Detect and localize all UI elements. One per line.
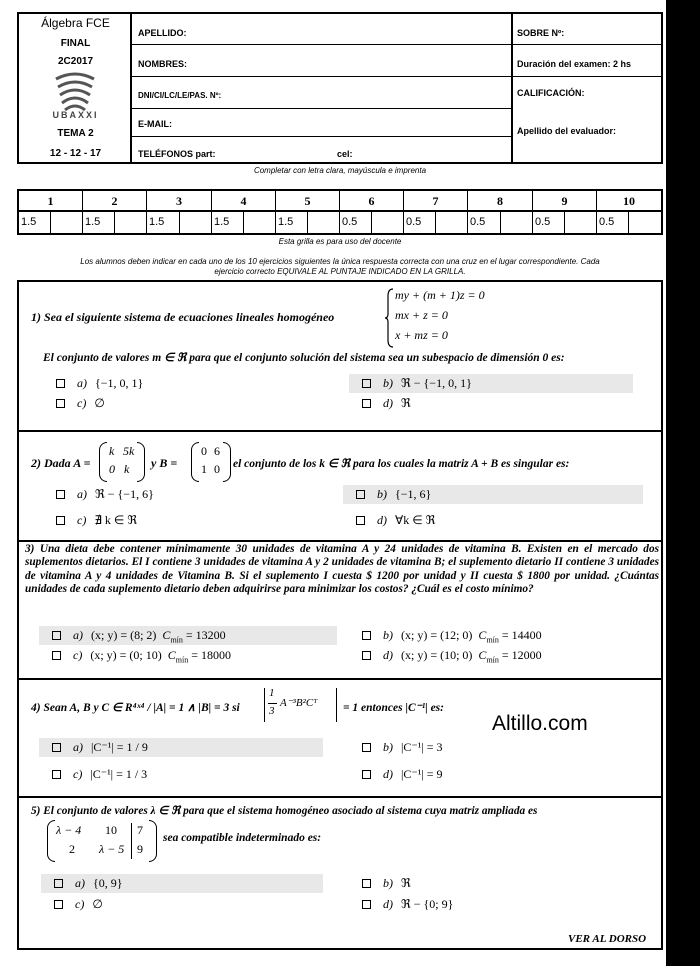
grid-score-cell[interactable] (565, 212, 597, 233)
divider (19, 796, 661, 798)
exam-duration: Duración del examen: 2 hs (513, 45, 663, 77)
header-admin-block (511, 14, 661, 162)
exam-type: FINAL (60, 38, 91, 49)
grid-score-cell[interactable] (51, 212, 83, 233)
questions-frame (17, 280, 663, 950)
field-telefonos[interactable] (132, 137, 511, 162)
grid-points-cell: 0.5 (533, 212, 565, 233)
checkbox[interactable] (362, 631, 371, 640)
checkbox[interactable] (362, 879, 371, 888)
grid-header-cell: 4 (212, 191, 276, 212)
grid-points-cell: 1.5 (147, 212, 180, 233)
q5-option-a[interactable]: a) {0, 9} (41, 874, 323, 893)
checkbox[interactable] (52, 770, 61, 779)
checkbox[interactable] (362, 900, 371, 909)
black-edge-bar (666, 0, 700, 966)
grid-header-cell: 3 (147, 191, 212, 212)
q1-system (385, 288, 565, 348)
calificacion-label: CALIFICACIÓN: (517, 88, 585, 98)
cel-label: cel: (337, 149, 353, 159)
grid-header-cell: 8 (468, 191, 533, 212)
q4-stem: 4) Sean A, B y C ∈ R⁴ˣ⁴ / |A| = 1 ∧ |B| = 3 si (31, 702, 240, 714)
grid-score-cell[interactable] (372, 212, 404, 233)
checkbox[interactable] (52, 743, 61, 752)
q3-option-d[interactable]: d) (x; y) = (10; 0) $C_{mín} = 12000$ (349, 646, 639, 665)
q2-option-a[interactable]: a) ℜ − {−1, 6} (43, 485, 313, 504)
q4-determinant-expression: 1 3 A⁻³B²Cᵀ (264, 686, 344, 724)
q2-matrix-a: k 5k 0 k (99, 442, 145, 482)
checkbox[interactable] (52, 651, 61, 660)
exam-period: 2C2017 (57, 56, 94, 67)
q1-option-b[interactable]: b) ℜ − {−1, 0, 1} (349, 374, 633, 393)
q2-matrix-b: 0 6 1 0 (191, 442, 231, 482)
q5-stem: 5) El conjunto de valores λ ∈ ℜ para que el sistema homogéneo asociado al sistema cuya matriz ampliada es (31, 805, 538, 817)
grading-grid (17, 189, 663, 235)
q4-option-d[interactable]: d) |C⁻¹| = 9 (349, 765, 633, 784)
exam-theme: TEMA 2 (57, 128, 94, 139)
checkbox[interactable] (362, 770, 371, 779)
field-sobre: SOBRE Nº: (513, 14, 663, 45)
q5-option-d[interactable]: d) ℜ − {0; 9} (349, 895, 633, 914)
divider (19, 540, 661, 542)
q5-option-c[interactable]: c) ∅ (41, 895, 323, 914)
checkbox[interactable] (56, 490, 65, 499)
exam-header (17, 12, 663, 164)
checkbox[interactable] (56, 379, 65, 388)
checkbox[interactable] (54, 900, 63, 909)
grid-header-cell: 6 (340, 191, 404, 212)
divider (19, 678, 661, 680)
q5-suffix: sea compatible indeterminado es: (163, 832, 322, 844)
instructions-line-1: Los alumnos deben indicar en cada uno de los 10 ejercicios siguientes la única respuesta correcta con una cruz en el lugar correspondiente. Cada (80, 257, 600, 266)
field-dni[interactable]: DNI/CI/LC/LE/PAS. Nº: (132, 77, 511, 109)
q2-option-c[interactable]: c) ∄ k ∈ ℜ (43, 511, 313, 530)
q5-option-b[interactable]: b) ℜ (349, 874, 633, 893)
grid-header-cell: 9 (533, 191, 597, 212)
grid-note: Esta grilla es para uso del docente (278, 237, 402, 246)
grid-score-cell[interactable] (436, 212, 468, 233)
checkbox[interactable] (52, 631, 61, 640)
grid-points-cell: 1.5 (19, 212, 51, 233)
grid-points-cell: 0.5 (404, 212, 436, 233)
q4-option-a[interactable]: a) |C⁻¹| = 1 / 9 (39, 738, 323, 757)
q1-option-c[interactable]: c) ∅ (43, 394, 313, 413)
instructions (30, 257, 650, 277)
q5-augmented-matrix: λ − 4 10 7 2 λ − 5 9 (47, 820, 159, 862)
grid-points-cell: 1.5 (276, 212, 308, 233)
grid-header-cell: 7 (404, 191, 468, 212)
checkbox[interactable] (356, 490, 365, 499)
grid-points-cell: 1.5 (212, 212, 244, 233)
q1-eq2: mx + z = 0 (395, 308, 448, 322)
checkbox[interactable] (356, 516, 365, 525)
logo-text: UBAXXI (52, 110, 99, 120)
evaluador-label: Apellido del evaluador: (517, 126, 617, 136)
grid-header-cell: 1 (19, 191, 83, 212)
exam-date: 12 - 12 - 17 (49, 148, 102, 159)
q4-option-c[interactable]: c) |C⁻¹| = 1 / 3 (39, 765, 323, 784)
grid-header-cell: 2 (83, 191, 147, 212)
q3-option-b[interactable]: b) (x; y) = (12; 0) $C_{mín} = 14400$ (349, 626, 639, 645)
grid-points-cell: 0.5 (468, 212, 501, 233)
grid-points-cell: 1.5 (83, 212, 115, 233)
field-nombres[interactable]: NOMBRES: (132, 45, 511, 77)
grid-score-cell[interactable] (308, 212, 340, 233)
field-email[interactable]: E-MAIL: (132, 109, 511, 137)
checkbox[interactable] (362, 399, 371, 408)
grid-score-cell[interactable] (244, 212, 276, 233)
grid-score-cell[interactable] (115, 212, 147, 233)
q2-suffix: el conjunto de los k ∈ ℜ para los cuales la matriz A + B es singular es: (233, 458, 570, 470)
checkbox[interactable] (362, 379, 371, 388)
divider (19, 430, 661, 432)
instructions-line-2: ejercicio correcto EQUIVALE AL PUNTAJE INDICADO EN LA GRILLA. (214, 267, 466, 276)
watermark: Altillo.com (492, 712, 588, 735)
telefonos-label: TELÉFONOS part: (138, 149, 216, 159)
grid-score-cell[interactable] (629, 212, 661, 233)
q4-rhs: = 1 entonces |C⁻¹| es: (343, 702, 444, 714)
q2-option-d[interactable]: d) ∀k ∈ ℜ (343, 511, 643, 530)
grid-header-cell: 5 (276, 191, 340, 212)
checkbox[interactable] (56, 399, 65, 408)
footer-ver-al-dorso: VER AL DORSO (568, 933, 647, 945)
q1-eq1: my + (m + 1)z = 0 (395, 288, 485, 302)
brace-icon (385, 288, 395, 348)
grid-points-cell: 0.5 (597, 212, 629, 233)
header-course-block (19, 14, 132, 162)
grid-score-cell[interactable] (501, 212, 533, 233)
q1-stem: 1) Sea el siguiente sistema de ecuaciones lineales homogéneo (31, 310, 335, 324)
completion-note: Completar con letra clara, mayúscula e imprenta (253, 166, 427, 175)
q4-option-b[interactable]: b) |C⁻¹| = 3 (349, 738, 633, 757)
grid-header-cell: 10 (597, 191, 661, 212)
grid-points-cell: 0.5 (340, 212, 372, 233)
q1-option-d[interactable]: d) ℜ (349, 394, 633, 413)
q1-eq3: x + mz = 0 (395, 328, 448, 342)
q3-option-c[interactable]: c) (x; y) = (0; 10) $C_{mín} = 18000$ (39, 646, 337, 665)
checkbox[interactable] (56, 516, 65, 525)
field-apellido[interactable]: APELLIDO: (132, 14, 511, 45)
q1-question: El conjunto de valores m ∈ ℜ para que el conjunto solución del sistema sea un subespacio de dimensión 0 es: (43, 352, 565, 364)
checkbox[interactable] (362, 743, 371, 752)
grid-score-cell[interactable] (180, 212, 212, 233)
checkbox[interactable] (54, 879, 63, 888)
q1-option-a[interactable]: a) {−1, 0, 1} (43, 374, 313, 393)
checkbox[interactable] (362, 651, 371, 660)
q2-option-b[interactable]: b) {−1, 6} (343, 485, 643, 504)
q2-prefix: 2) Dada A = (31, 456, 91, 470)
q3-stem: 3) Una dieta debe contener mínimamente 30 unidades de vitamina A y 24 unidades de vitamina B. Existen en el mercado dos suplementos dietarios. El I contiene 3 unidades de vitamina A y 2 unidades de vitamina B; el suplemento dietario II contiene 3 unidades de vitamina A y 4 unidades de Vitamina B. Si el suplemento I cuesta $ 1200 por unidad y II cuesta $ 1800 por unidad. ¿Cuántas unidades de cada suplemento dietario deben adquirirse para minimizar los costos? ¿Cuál es el costo mínimo? (25, 543, 659, 596)
course-title: Álgebra FCE (41, 16, 110, 30)
q3-option-a[interactable]: a) (x; y) = (8; 2) $C_{mín} = 13200$ (39, 626, 337, 645)
q2-b-label: y B = (151, 456, 178, 470)
